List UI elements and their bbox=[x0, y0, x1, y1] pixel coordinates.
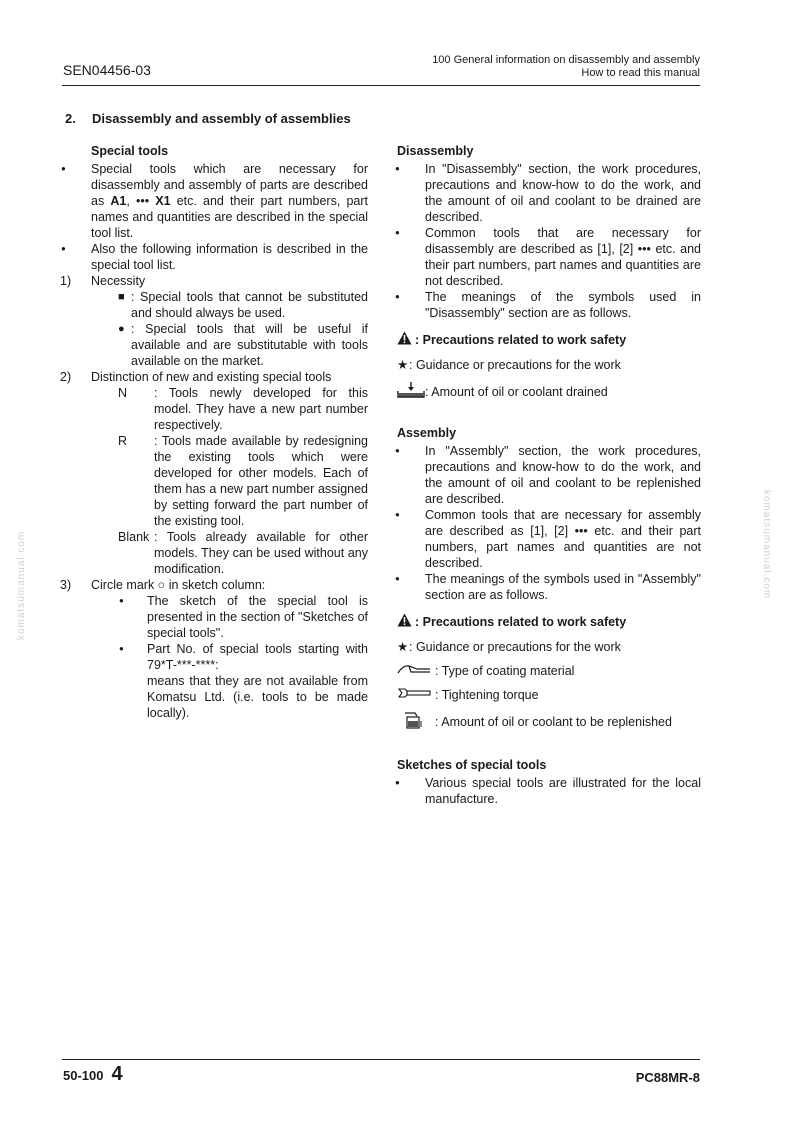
symbol-safety bbox=[397, 331, 701, 349]
square-mark-icon: ■ bbox=[118, 291, 125, 303]
symbol-drain bbox=[397, 381, 701, 403]
symbol-guidance-assembly bbox=[397, 639, 701, 655]
tool-code-x1: X1 bbox=[155, 194, 171, 208]
definition-term: R bbox=[118, 434, 128, 448]
watermark-right: komatsumanual.com bbox=[761, 490, 772, 600]
sketches-heading: Sketches of special tools bbox=[397, 758, 547, 772]
symbol-coating bbox=[397, 663, 701, 679]
page-number-text: 50-100 bbox=[63, 1068, 104, 1083]
document-number: SEN04456-03 bbox=[63, 62, 151, 78]
section-title-text: Disassembly and assembly of assemblies bbox=[92, 111, 351, 126]
sub-text: : Special tools that will be useful if available and are substitutable with tools available on the market. bbox=[131, 322, 368, 368]
page-number bbox=[63, 1063, 123, 1085]
assembly-bullet-3: ● The meanings of the symbols used in "Assembly" section are as follows. bbox=[397, 571, 701, 603]
definition-text: : Tools made available by redesigning the existing tools which were developed for other models. Each of them has a new part number assigned by setting forward the part number of the existing tool. bbox=[154, 434, 368, 528]
disassembly-bullet-2: ● Common tools that are necessary for disassembly are described as [1], [2] ••• etc. and their part numbers, part names and quantities are not described. bbox=[397, 225, 701, 289]
necessity-must-use bbox=[63, 289, 368, 321]
oil-drain-icon bbox=[397, 381, 425, 403]
assembly-heading: Assembly bbox=[397, 426, 457, 440]
list-item-necessity bbox=[60, 273, 368, 289]
circle-mark-icon: ● bbox=[118, 323, 125, 335]
left-column bbox=[60, 143, 368, 721]
assembly-bullet-2: ● Common tools that are necessary for assembly are described as [1], [2] ••• etc. and their part numbers, part names and quantities are not described. bbox=[397, 507, 701, 571]
bullet-text: Special tools which are necessary for disassembly and assembly of parts are described as bbox=[91, 162, 368, 208]
definition-term: N bbox=[118, 386, 128, 400]
special-tools-bullet-2: ● Also the following information is described in the special tool list. bbox=[63, 241, 368, 273]
list-item-circle-mark bbox=[60, 577, 368, 593]
special-tools-heading: Special tools bbox=[91, 144, 169, 158]
header-rule bbox=[62, 85, 700, 86]
symbol-text: : Precautions related to work safety bbox=[415, 615, 627, 629]
revision-number: 4 bbox=[111, 1063, 123, 1085]
definition-text: : Tools newly developed for this model. They have a new part number respectively. bbox=[154, 386, 368, 432]
symbol-guidance bbox=[397, 357, 701, 373]
necessity-useful bbox=[63, 321, 368, 369]
star-icon: ★ bbox=[397, 640, 409, 654]
right-column bbox=[397, 143, 701, 807]
definition-text: : Tools already available for other models. They can be used without any modification. bbox=[154, 530, 368, 576]
item-label: Circle mark ○ in sketch column: bbox=[91, 578, 266, 592]
header-subsection-title: How to read this manual bbox=[581, 67, 700, 79]
bullet-text-end: etc. and their part numbers, part names and quantities are described in the special tool list. bbox=[91, 194, 368, 240]
bullet-text-cont: means that they are not available from Komatsu Ltd. (i.e. tools to be made locally). bbox=[147, 674, 368, 720]
definition-term: Blank bbox=[118, 530, 150, 544]
watermark-left: komatsumanual.com bbox=[16, 530, 27, 640]
symbol-text: : Type of coating material bbox=[435, 664, 575, 678]
list-item-distinction bbox=[60, 369, 368, 385]
torque-wrench-icon bbox=[397, 687, 435, 703]
oil-replenish-icon bbox=[397, 711, 435, 733]
circle-mark-bullet-1: ● The sketch of the special tool is presented in the section of "Sketches of special tools". bbox=[91, 593, 368, 641]
symbol-safety-assembly bbox=[397, 613, 701, 631]
symbol-text: : Tightening torque bbox=[435, 688, 539, 702]
symbol-text: : Precautions related to work safety bbox=[415, 333, 627, 347]
star-icon: ★ bbox=[397, 358, 409, 372]
section-title bbox=[65, 111, 351, 127]
bullet-text: ● Part No. of special tools starting with 79*T-***-****: bbox=[147, 642, 368, 672]
sketches-bullet-1: ● Various special tools are illustrated for the local manufacture. bbox=[397, 775, 701, 807]
item-label: Necessity bbox=[91, 274, 146, 288]
footer-rule bbox=[62, 1059, 700, 1060]
disassembly-bullet-3: ● The meanings of the symbols used in "Disassembly" section are as follows. bbox=[397, 289, 701, 321]
symbol-torque bbox=[397, 687, 701, 703]
warning-triangle-icon bbox=[397, 613, 415, 631]
definition-r bbox=[118, 433, 368, 529]
symbol-text: : Amount of oil or coolant to be replenished bbox=[435, 715, 672, 729]
ellipsis-dots: , ••• bbox=[126, 194, 156, 208]
header-section-title: 100 General information on disassembly and assembly bbox=[432, 54, 700, 66]
section-number: 2. bbox=[65, 111, 76, 126]
item-label: Distinction of new and existing special tools bbox=[91, 370, 332, 384]
special-tools-bullet-1 bbox=[63, 161, 368, 241]
symbol-text: : Guidance or precautions for the work bbox=[409, 640, 621, 654]
disassembly-heading: Disassembly bbox=[397, 144, 474, 158]
sub-text: : Special tools that cannot be substituted and should always be used. bbox=[131, 290, 368, 320]
item-number: 3) bbox=[60, 578, 72, 592]
symbol-text: : Amount of oil or coolant drained bbox=[425, 385, 608, 399]
circle-mark-bullet-2 bbox=[91, 641, 368, 721]
item-number: 2) bbox=[60, 370, 72, 384]
model-name: PC88MR-8 bbox=[635, 1070, 700, 1085]
assembly-bullet-1: ● In "Assembly" section, the work procedures, precautions and know-how to do the work, and the amount of oil and coolant to be replenished are described. bbox=[397, 443, 701, 507]
definition-blank bbox=[118, 529, 368, 577]
tool-code-a1: A1 bbox=[110, 194, 127, 208]
item-number: 1) bbox=[60, 274, 72, 288]
disassembly-bullet-1: ● In "Disassembly" section, the work procedures, precautions and know-how to do the work, and the amount of oil and coolant to be drained are described. bbox=[397, 161, 701, 225]
definition-n bbox=[118, 385, 368, 433]
symbol-text: : Guidance or precautions for the work bbox=[409, 358, 621, 372]
header-section bbox=[432, 54, 700, 80]
coating-brush-icon bbox=[397, 663, 435, 679]
symbol-replenish bbox=[397, 711, 701, 733]
warning-triangle-icon bbox=[397, 331, 415, 349]
